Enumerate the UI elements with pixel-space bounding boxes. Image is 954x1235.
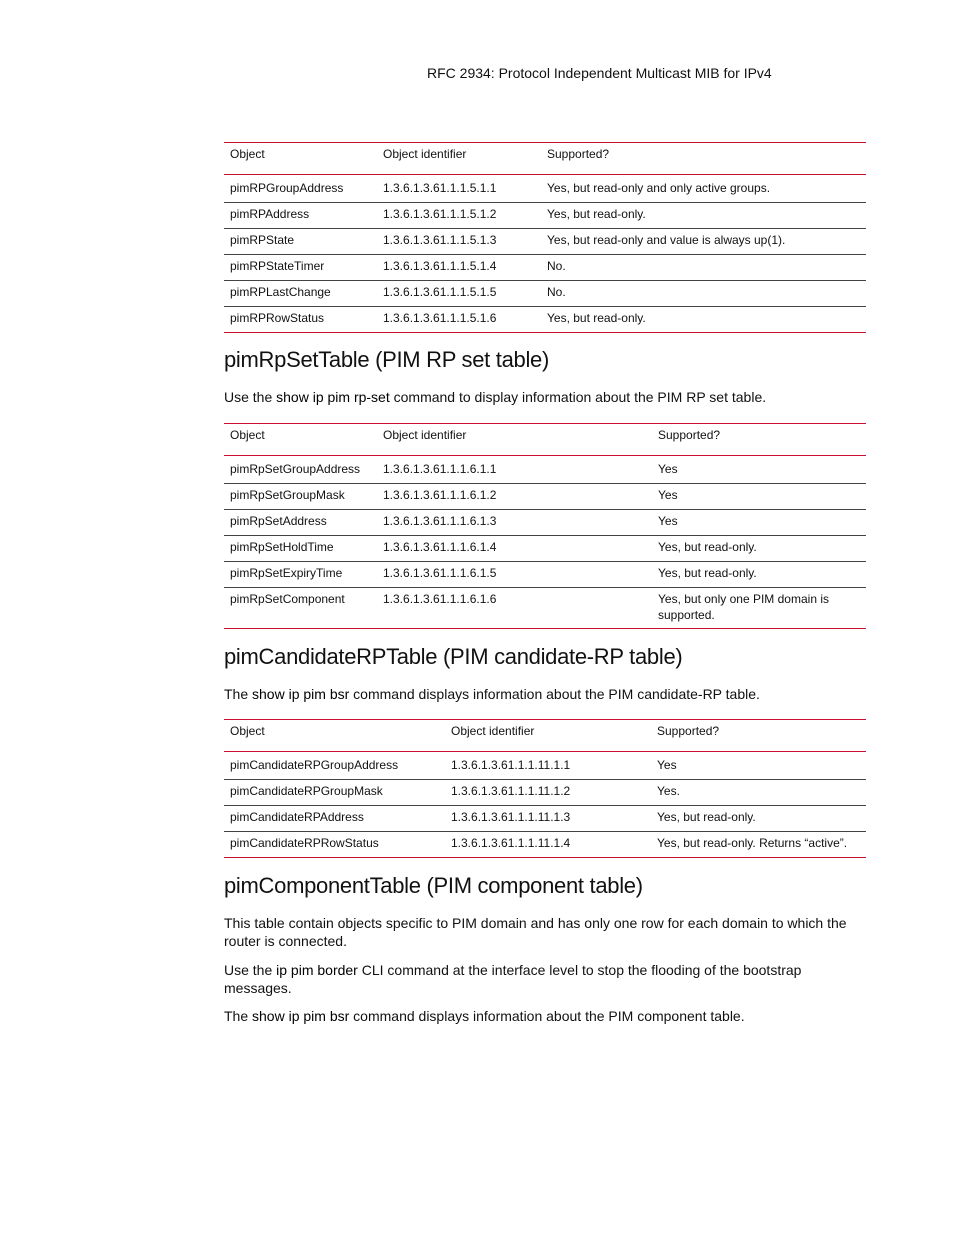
rpset-intro [224, 388, 869, 406]
cell-supported: Yes, but read-only and only active groups. [547, 181, 771, 195]
table-header-row [224, 143, 866, 175]
table-row [224, 255, 866, 281]
cell-supported: Yes, but read-only. [547, 311, 646, 325]
cell-supported: Yes [658, 514, 678, 528]
rp-table [224, 142, 866, 333]
component-para-3-post: command displays information about the PIM component table. [349, 1008, 745, 1024]
cell-object: pimRpSetGroupMask [230, 488, 345, 502]
column-header-supported: Supported? [658, 428, 721, 442]
rpset-intro-post: command to display information about the PIM RP set table. [389, 389, 767, 405]
component-para-3-command: show ip pim bsr [252, 1008, 350, 1024]
section-heading-rpset: pimRpSetTable (PIM RP set table) [224, 347, 550, 372]
cell-supported: Yes, but read-only. [658, 540, 757, 554]
cell-oid: 1.3.6.1.3.61.1.1.11.1.3 [451, 810, 571, 824]
cell-supported: Yes, but read-only. [547, 207, 646, 221]
candidate-rp-table [224, 719, 866, 858]
component-para-2-post: CLI command at the interface level to stop the flooding of the bootstrap messages. [224, 962, 802, 996]
cell-oid: 1.3.6.1.3.61.1.1.11.1.2 [451, 784, 571, 798]
component-para-1: This table contain objects specific to PIM domain and has only one row for each domain to which the router is connected. [224, 915, 847, 949]
cell-object: pimCandidateRPGroupAddress [230, 758, 399, 772]
table-row [224, 536, 866, 562]
cell-object: pimRpSetGroupAddress [230, 462, 361, 476]
cell-oid: 1.3.6.1.3.61.1.1.6.1.6 [383, 592, 497, 606]
cell-oid: 1.3.6.1.3.61.1.1.5.1.5 [383, 285, 497, 299]
component-para-3-pre: The [224, 1008, 253, 1024]
cell-supported: No. [547, 285, 566, 299]
table-row [224, 780, 866, 806]
cell-object: pimRPRowStatus [230, 311, 325, 325]
table-row [224, 752, 866, 780]
table-row [224, 484, 866, 510]
cell-oid: 1.3.6.1.3.61.1.1.5.1.1 [383, 181, 497, 195]
cell-object: pimRPStateTimer [230, 259, 325, 273]
cell-oid: 1.3.6.1.3.61.1.1.6.1.2 [383, 488, 497, 502]
candidate-intro-command: show ip pim bsr [252, 686, 350, 702]
cell-supported: Yes [658, 488, 678, 502]
table-row [224, 806, 866, 832]
cell-oid: 1.3.6.1.3.61.1.1.5.1.2 [383, 207, 497, 221]
cell-oid: 1.3.6.1.3.61.1.1.11.1.1 [451, 758, 571, 772]
column-header-object: Object [230, 147, 265, 161]
column-header-oid: Object identifier [451, 724, 535, 738]
table-header-row [224, 424, 866, 456]
table-row [224, 175, 866, 203]
cell-oid: 1.3.6.1.3.61.1.1.6.1.1 [383, 462, 497, 476]
table-row [224, 562, 866, 588]
table-row [224, 203, 866, 229]
cell-supported: Yes, but read-only. [658, 566, 757, 580]
section-heading-component: pimComponentTable (PIM component table) [224, 873, 643, 898]
cell-object: pimRpSetComponent [230, 592, 345, 606]
component-para-2-command: ip pim border [276, 962, 358, 978]
cell-object: pimRpSetHoldTime [230, 540, 334, 554]
candidate-intro-post: command displays information about the PIM candidate-RP table. [349, 686, 760, 702]
cell-object: pimRPState [230, 233, 295, 247]
candidate-intro [224, 685, 869, 703]
column-header-oid: Object identifier [383, 147, 467, 161]
column-header-object: Object [230, 724, 265, 738]
column-header-supported: Supported? [547, 147, 610, 161]
table-row [224, 510, 866, 536]
cell-oid: 1.3.6.1.3.61.1.1.5.1.4 [383, 259, 497, 273]
cell-supported: Yes [658, 462, 678, 476]
running-header: RFC 2934: Protocol Independent Multicast MIB for IPv4 [427, 65, 772, 81]
rpset-intro-command: show ip pim rp-set [276, 389, 390, 405]
cell-supported: Yes, but read-only. [657, 810, 756, 824]
column-header-supported: Supported? [657, 724, 720, 738]
cell-object: pimRPLastChange [230, 285, 331, 299]
rpset-intro-pre: Use the [224, 389, 277, 405]
cell-supported: No. [547, 259, 566, 273]
cell-oid: 1.3.6.1.3.61.1.1.11.1.4 [451, 836, 571, 850]
cell-object: pimCandidateRPGroupMask [230, 784, 383, 798]
cell-oid: 1.3.6.1.3.61.1.1.5.1.3 [383, 233, 497, 247]
cell-oid: 1.3.6.1.3.61.1.1.5.1.6 [383, 311, 497, 325]
cell-supported: Yes, but read-only. Returns “active”. [657, 836, 848, 850]
column-header-object: Object [230, 428, 265, 442]
cell-supported: Yes, but read-only and value is always up(1). [547, 233, 786, 247]
rpset-table [224, 423, 866, 629]
candidate-intro-pre: The [224, 686, 253, 702]
cell-supported: Yes. [657, 784, 680, 798]
table-row [224, 229, 866, 255]
table-row [224, 832, 866, 858]
cell-oid: 1.3.6.1.3.61.1.1.6.1.4 [383, 540, 497, 554]
table-row [224, 588, 866, 629]
section-heading-candidate: pimCandidateRPTable (PIM candidate-RP table) [224, 644, 683, 669]
cell-supported: Yes [657, 758, 677, 772]
cell-object: pimRpSetAddress [230, 514, 327, 528]
cell-object: pimCandidateRPRowStatus [230, 836, 379, 850]
cell-object: pimRPGroupAddress [230, 181, 344, 195]
table-row [224, 456, 866, 484]
cell-oid: 1.3.6.1.3.61.1.1.6.1.3 [383, 514, 497, 528]
cell-supported: Yes, but only one PIM domain is supported. [658, 592, 829, 622]
component-para-2-pre: Use the [224, 962, 277, 978]
column-header-oid: Object identifier [383, 428, 467, 442]
table-header-row [224, 720, 866, 752]
table-row [224, 307, 866, 333]
cell-object: pimRpSetExpiryTime [230, 566, 343, 580]
cell-object: pimCandidateRPAddress [230, 810, 364, 824]
cell-object: pimRPAddress [230, 207, 310, 221]
component-para-2 [224, 961, 869, 997]
cell-oid: 1.3.6.1.3.61.1.1.6.1.5 [383, 566, 497, 580]
table-row [224, 281, 866, 307]
component-para-3 [224, 1007, 869, 1025]
